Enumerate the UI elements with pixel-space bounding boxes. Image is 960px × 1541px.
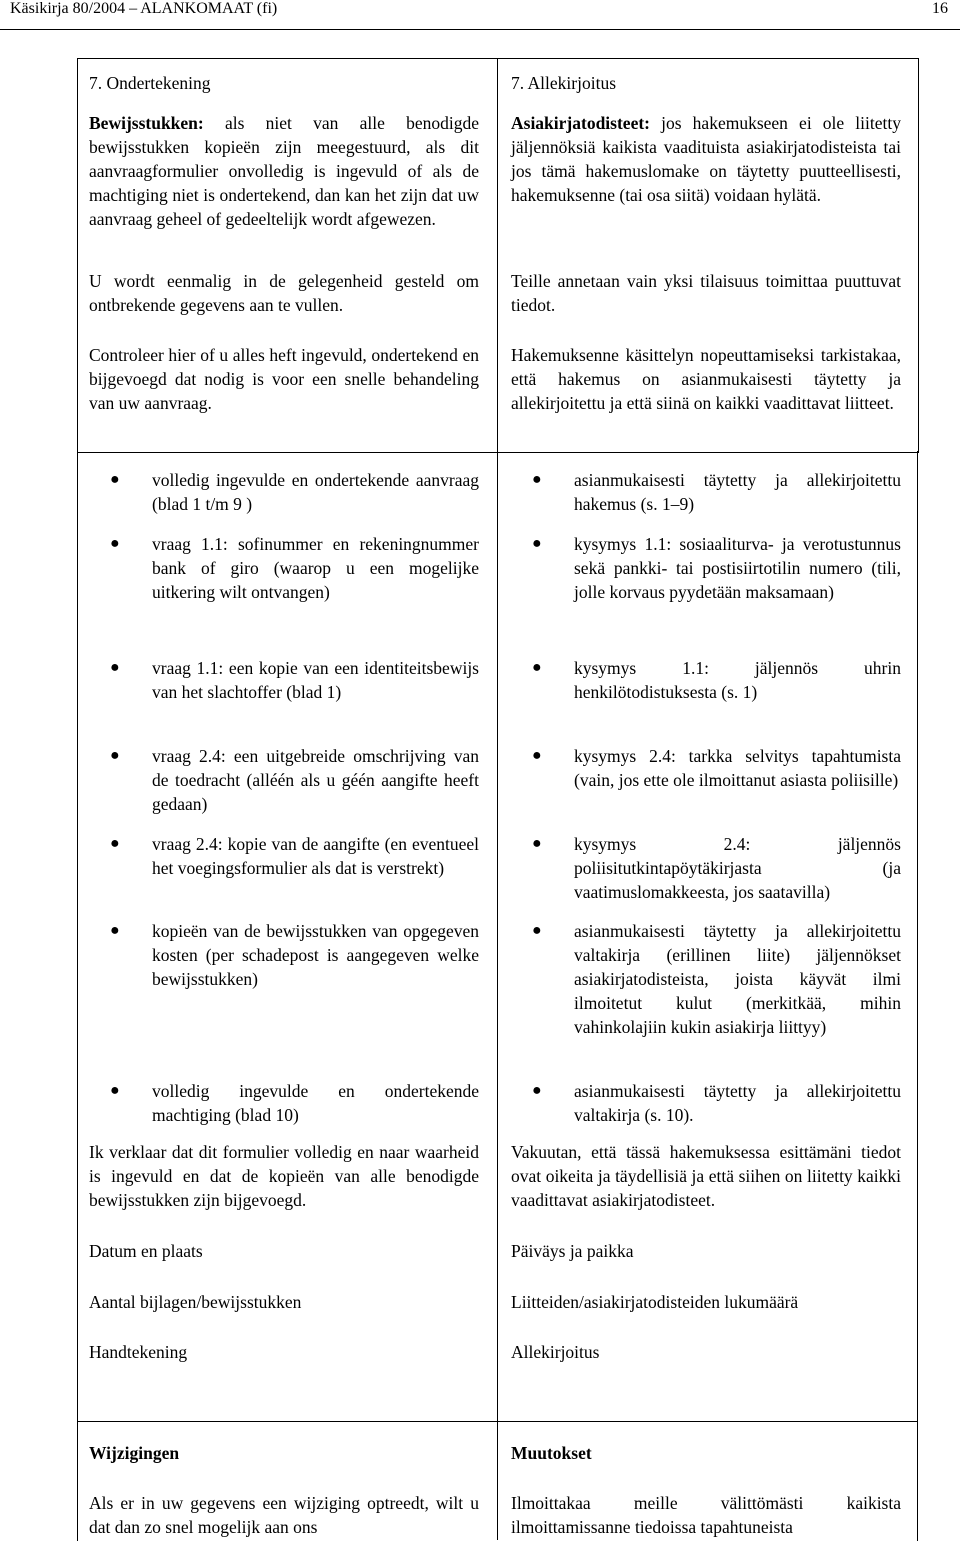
evidence-label-fi: Asiakirjatodisteet:	[511, 113, 651, 133]
changes-divider	[77, 1421, 918, 1422]
bullet-icon: ●	[532, 659, 542, 676]
signature-field-fi[interactable]: Allekirjoitus	[511, 1342, 600, 1362]
bullet-icon: ●	[110, 922, 120, 939]
column-divider	[497, 58, 498, 1540]
left-border	[77, 451, 78, 1541]
check-paragraph-fi: Hakemuksenne käsittelyn nopeuttamiseksi tarkistakaa, että hakemus on asianmukaisesti täytetty ja allekirjoitettu ja että siinä on kaikki vaadittavat liitteet.	[511, 345, 901, 413]
bullet-icon: ●	[110, 659, 120, 676]
bullet-icon: ●	[110, 1082, 120, 1099]
changes-text-fi: Ilmoittakaa meille välittömästi kaikista ilmoittamissanne tiedoissa tapahtuneista	[511, 1493, 901, 1537]
missing-info-paragraph-nl: U wordt eenmalig in de gelegenheid gesteld om ontbrekende gegevens aan te vullen.	[89, 271, 479, 315]
declaration-nl: Ik verklaar dat dit formulier volledig en naar waarheid is ingevuld en dat de kopieën van alle benodigde bewijsstukken zijn bijgevoegd.	[89, 1142, 479, 1210]
evidence-paragraph-nl	[89, 111, 479, 231]
header-divider	[0, 29, 960, 30]
attachments-count-field-nl[interactable]: Aantal bijlagen/bewijsstukken	[89, 1292, 302, 1312]
changes-title-fi: Muutokset	[511, 1443, 592, 1463]
section-title-fi: 7. Allekirjoitus	[511, 73, 616, 93]
bullet-icon: ●	[532, 922, 542, 939]
bullet-icon: ●	[532, 471, 542, 488]
evidence-label-nl: Bewijsstukken:	[89, 113, 204, 133]
changes-text-nl: Als er in uw gegevens een wijziging optreedt, wilt u dat dan zo snel mogelijk aan ons	[89, 1493, 479, 1537]
declaration-fi: Vakuutan, että tässä hakemuksessa esittämäni tiedot ovat oikeita ja täydellisiä ja että siihen on liitetty kaikki vaadittavat asiakirjatodisteet.	[511, 1142, 901, 1210]
check-paragraph-nl: Controleer hier of u alles heft ingevuld, ondertekend en bijgevoegd dat nodig is voor een snelle behandeling van uw aanvraag.	[89, 345, 479, 413]
bullet-icon: ●	[110, 835, 120, 852]
signature-field-nl[interactable]: Handtekening	[89, 1342, 188, 1362]
right-border	[917, 451, 918, 1541]
bullet-icon: ●	[532, 1082, 542, 1099]
page-header	[0, 0, 960, 28]
bullet-icon: ●	[532, 747, 542, 764]
evidence-text-fi: jos hakemukseen ei ole liitetty jäljennöksiä kaikista vaadituista asiakirjatodisteista tai jos tämä hakemuslomake on täytetty puutteellisesti, hakemuksenne (tai osa siitä) voidaan hylätä.	[511, 113, 901, 205]
evidence-paragraph-fi	[511, 111, 901, 207]
bullet-icon: ●	[110, 535, 120, 552]
document-title: Käsikirja 80/2004 – ALANKOMAAT (fi)	[10, 0, 278, 17]
section-title-nl: 7. Ondertekening	[89, 73, 211, 93]
bullet-icon: ●	[532, 835, 542, 852]
bullet-icon: ●	[110, 747, 120, 764]
changes-title-nl: Wijzigingen	[89, 1443, 180, 1463]
date-place-field-nl[interactable]: Datum en plaats	[89, 1241, 203, 1261]
date-place-field-fi[interactable]: Päiväys ja paikka	[511, 1241, 634, 1261]
missing-info-paragraph-fi: Teille annetaan vain yksi tilaisuus toimittaa puuttuvat tiedot.	[511, 271, 901, 315]
bullet-icon: ●	[110, 471, 120, 488]
evidence-text-nl: als niet van alle benodigde bewijsstukken kopieën zijn meegestuurd, als dit aanvraagformulier onvolledig is ingevuld of als de machtiging niet is ondertekend, dan kan het zijn dat uw aanvraag geheel of gedeeltelijk wordt afgewezen.	[89, 113, 479, 229]
attachments-count-field-fi[interactable]: Liitteiden/asiakirjatodisteiden lukumäärä	[511, 1292, 799, 1312]
page-number: 16	[932, 0, 948, 17]
bullet-icon: ●	[532, 535, 542, 552]
